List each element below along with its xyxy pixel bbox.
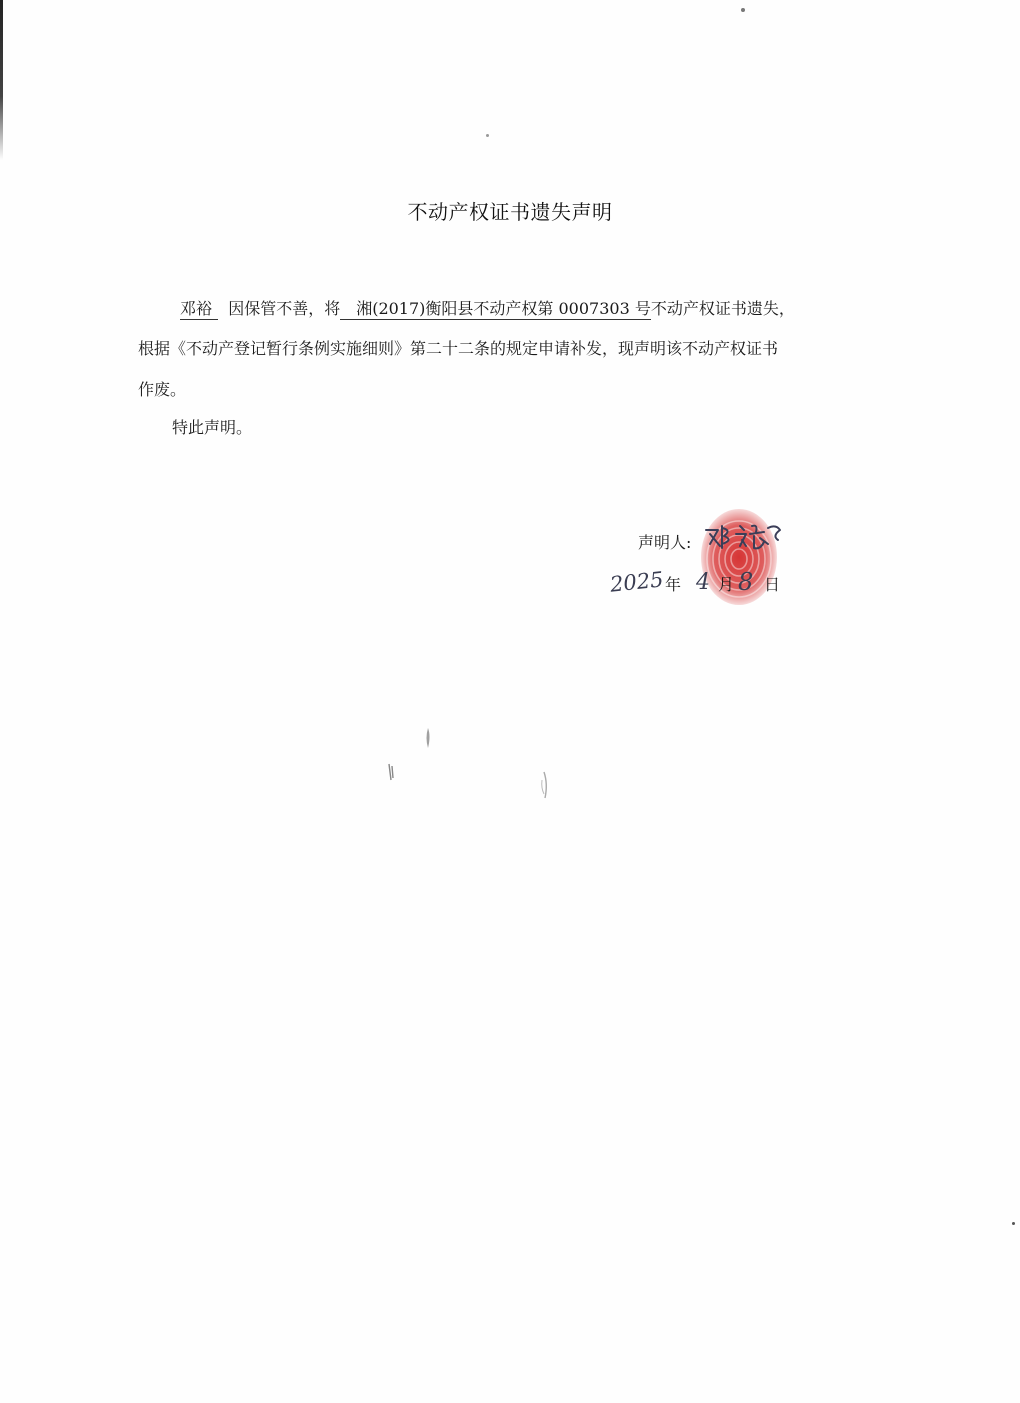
date-month: 4	[696, 570, 710, 595]
handwritten-signature	[702, 520, 784, 554]
date-year: 2025	[608, 567, 665, 597]
scan-smudge	[539, 770, 551, 800]
document-title: 不动产权证书遗失声明	[407, 200, 613, 224]
date-day: 8	[738, 568, 754, 596]
date-day-unit: 日	[764, 575, 781, 594]
statement-text-mid: 因保管不善，将	[228, 299, 341, 318]
statement-line-1	[180, 296, 795, 319]
scan-smudge	[422, 726, 434, 750]
declarant-label: 声明人:	[638, 533, 692, 552]
date-month-unit: 月	[718, 575, 735, 594]
declaration-date	[608, 568, 808, 598]
scan-smudge	[385, 762, 397, 782]
scan-dot	[1012, 1222, 1015, 1225]
closing-statement: 特此声明。	[172, 418, 253, 437]
scan-dot	[741, 8, 745, 12]
statement-line-3: 作废。	[138, 380, 187, 399]
certificate-number: 湘(2017)衡阳县不动产权第 0007303 号	[340, 299, 651, 320]
declarant-name: 邓裕	[180, 299, 218, 320]
scan-edge	[0, 0, 3, 160]
date-year-unit: 年	[665, 575, 682, 594]
statement-text-end: 不动产权证书遗失，	[650, 299, 795, 318]
statement-line-2: 根据《不动产登记暂行条例实施细则》第二十二条的规定申请补发，现声明该不动产权证书	[138, 339, 779, 358]
scan-dot	[486, 134, 489, 137]
